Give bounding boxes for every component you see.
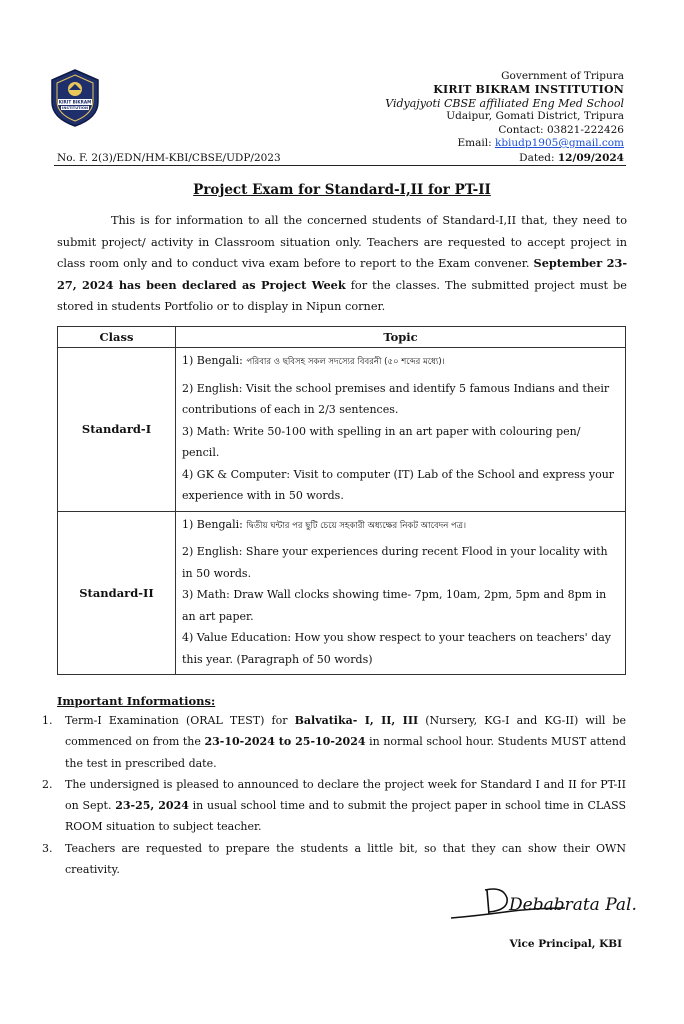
item-number: 3. [42, 841, 53, 855]
intro-paragraph [57, 210, 627, 318]
contact-label: Contact: [498, 123, 544, 136]
header-divider [54, 165, 626, 166]
topic-subject: 3) Math: [182, 588, 230, 601]
item-bold: 23-25, 2024 [115, 799, 189, 813]
notice-title-text: Project Exam for Standard-I,II for PT-II [193, 182, 491, 198]
item-bold: 23-10-2024 to 25-10-2024 [204, 735, 366, 749]
topic-item [182, 514, 619, 538]
important-heading: Important Informations: [57, 694, 216, 708]
topic-subject: 4) Value Education: [182, 631, 292, 644]
table-row [58, 511, 626, 675]
item-text: (Nursery, KG-I and KG-II) will be commenced on from the [65, 714, 627, 749]
item-text: in usual school time and to submit the project paper in school time in CLASS ROOM situation to subject teacher. [65, 799, 626, 834]
topics-standard-2 [176, 511, 626, 675]
svg-text:KIRIT BIKRAM: KIRIT BIKRAM [58, 99, 92, 105]
item-number: 2. [42, 777, 53, 791]
class-standard-2: Standard-II [58, 511, 176, 675]
table-header-row [58, 327, 626, 348]
intro-part2: for the classes. The submitted project must be stored in students Portfolio or to display in Nipun corner. [57, 278, 627, 314]
topic-text: Visit the school premises and identify 5 famous Indians and their contributions of each in 2/3 sentences. [182, 381, 610, 416]
letterhead [324, 70, 624, 150]
school-logo [48, 68, 102, 128]
topic-item [182, 464, 619, 507]
government-name: Government of Tripura [501, 70, 624, 82]
signature [445, 878, 665, 928]
institution-name: KIRIT BIKRAM INSTITUTION [433, 83, 624, 97]
notice-title [0, 182, 684, 198]
signature-drawing [445, 878, 665, 928]
topic-item [182, 541, 619, 584]
class-standard-1: Standard-I [58, 348, 176, 512]
topic-item [182, 350, 619, 374]
topic-text: Write 50-100 with spelling in an art paper with colouring pen/ pencil. [182, 424, 581, 459]
header-topic: Topic [176, 327, 626, 348]
address: Udaipur, Gomati District, Tripura [446, 110, 624, 123]
dated-label: Dated: [519, 152, 555, 164]
topic-text: Visit to computer (IT) Lab of the School and express your experience with in 50 words. [182, 467, 615, 502]
contact-line [324, 124, 624, 137]
topic-item [182, 421, 619, 464]
topic-subject: 2) English: [182, 545, 243, 558]
list-item [30, 838, 626, 881]
date-line [519, 152, 624, 164]
topics-standard-1 [176, 348, 626, 512]
topic-subject: 1) Bengali: [182, 517, 243, 531]
important-list [30, 710, 626, 880]
topic-subject: 1) Bengali: [182, 354, 243, 367]
date-value: 12/09/2024 [557, 152, 624, 164]
signatory-designation: Vice Principal, KBI [509, 938, 622, 950]
topic-item [182, 378, 619, 421]
topic-subject: 2) English: [182, 381, 243, 395]
item-number: 1. [42, 714, 53, 727]
header-class: Class [58, 327, 176, 348]
item-text: in normal school hour. Students MUST attend the test in prescribed date. [65, 735, 627, 770]
item-bold: Balvatika- I, II, III [294, 714, 419, 727]
reference-number: No. F. 2(3)/EDN/HM-KBI/CBSE/UDP/2023 [57, 152, 281, 164]
affiliation: Vidyajyoti CBSE affiliated Eng Med School [385, 96, 624, 110]
intro-part1: This is for information to all the concerned students of Standard-I,II that, they need to submit project/ activity in Classroom situation only. Teachers are requested to accept project in class room only and to conduct viva exam before to report to the Exam convener. [57, 214, 627, 271]
topic-text: দ্বিতীয় ঘন্টার পর ছুটি চেয়ে সহকারী অধ্যক্ষের নিকট আবেদন পত্র। [246, 520, 467, 531]
topic-text: How you show respect to your teachers on teachers' day this year. (Paragraph of 50 words) [182, 631, 612, 666]
email-link[interactable]: kbiudp1905@gmail.com [494, 137, 624, 150]
contact-number: 03821-222426 [546, 123, 624, 136]
svg-text:INSTITUTION: INSTITUTION [62, 106, 88, 111]
list-item [30, 774, 626, 838]
signature-text: Debabrata Pal. [509, 895, 637, 915]
item-text: Teachers are requested to prepare the students a little bit, so that they can show their OWN creativity. [65, 841, 626, 877]
topics-table [57, 326, 626, 675]
topic-subject: 3) Math: [182, 424, 230, 438]
topic-text: Draw Wall clocks showing time- 7pm, 10am, 2pm, 5pm and 8pm in an art paper. [182, 588, 607, 623]
table-row [58, 348, 626, 512]
item-text: The undersigned is pleased to announced to declare the project week for Standard I and II for PT-II on Sept. [65, 777, 626, 813]
email-line [324, 137, 624, 150]
topic-text: পরিবার ও ছবিসহ সকল সদস্যের বিবরনী (৫০ শব্দের মধ্যে)। [246, 357, 445, 367]
topic-item [182, 627, 619, 670]
email-label: Email: [457, 137, 492, 150]
topic-item [182, 584, 619, 627]
topic-subject: 4) GK & Computer: [182, 467, 291, 481]
school-crest-icon [48, 68, 102, 128]
intro-bold: September 23-27, 2024 has been declared as Project Week [57, 256, 628, 292]
list-item [30, 710, 626, 774]
topic-text: Share your experiences during recent Flood in your locality with in 50 words. [182, 545, 608, 580]
item-text: Term-I Examination (ORAL TEST) for [65, 714, 288, 727]
